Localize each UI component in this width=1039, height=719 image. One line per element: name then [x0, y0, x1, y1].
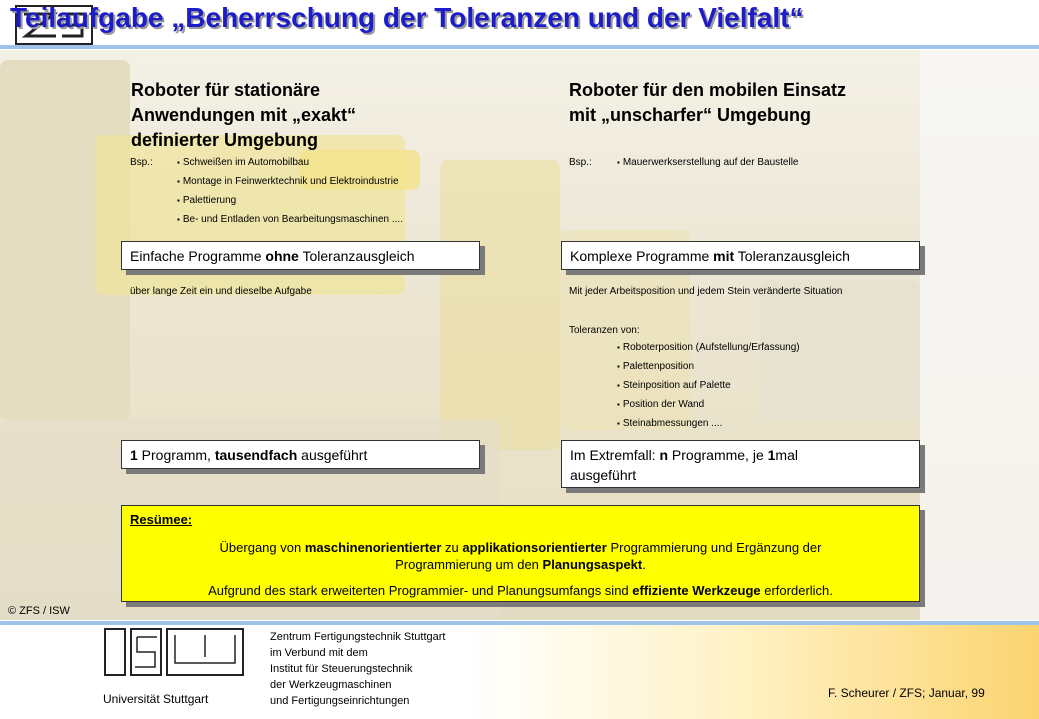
left-program-box: Einfache Programme ohne Toleranzausgleich [121, 241, 480, 270]
left-heading: Roboter für stationäre Anwendungen mit „exakt“ definierter Umgebung [131, 80, 357, 150]
list-item: ▪ Mauerwerkserstellung auf der Baustelle [617, 153, 799, 172]
isw-logo-icon [103, 627, 245, 677]
left-result-box: 1 Programm, tausendfach ausgeführt [121, 440, 480, 469]
right-bsp-label: Bsp.: [569, 157, 592, 168]
author-date: F. Scheurer / ZFS; Januar, 99 [828, 686, 985, 700]
list-item: ▪ Montage in Feinwerktechnik und Elektroindustrie [177, 172, 403, 191]
summary-box [121, 505, 920, 602]
institute-text: Zentrum Fertigungstechnik Stuttgart im Verbund mit dem Institut für Steuerungstechnik der Werkzeugmaschinen und Fertigungseinrichtungen [270, 631, 446, 707]
list-item: ▪ Position der Wand [617, 395, 800, 414]
left-bsp-label: Bsp.: [130, 157, 153, 168]
summary-line-3: Aufgrund des stark erweiterten Programmier- und Planungsumfangs sind effiziente Werkzeuge erforderlich. [208, 583, 833, 598]
summary-line-1: Übergang von maschinenorientierter zu applikationsorientierter Programmierung und Ergänzung der [219, 540, 822, 555]
right-tolerance-list [617, 338, 800, 433]
left-examples [177, 153, 403, 229]
university-name: Universität Stuttgart [103, 692, 209, 706]
right-examples [617, 153, 799, 172]
list-item: ▪ Steinabmessungen .... [617, 414, 800, 433]
left-note: über lange Zeit ein und dieselbe Aufgabe [130, 286, 312, 297]
list-item: ▪ Steinposition auf Palette [617, 376, 800, 395]
copyright: © ZFS / ISW [8, 605, 70, 617]
summary-label: Resümee: [130, 512, 193, 527]
right-heading: Roboter für den mobilen Einsatz mit „unscharfer“ Umgebung [569, 80, 847, 125]
list-item: ▪ Roboterposition (Aufstellung/Erfassung) [617, 338, 800, 357]
right-program-box: Komplexe Programme mit Toleranzausgleich [561, 241, 920, 270]
top-rule [0, 45, 1039, 49]
list-item: ▪ Palettierung [177, 191, 403, 210]
list-item: ▪ Schweißen im Automobilbau [177, 153, 403, 172]
right-tolerance-label: Toleranzen von: [569, 325, 640, 336]
right-note: Mit jeder Arbeitsposition und jedem Stein veränderte Situation [569, 286, 843, 297]
page-title: Teilaufgabe „Beherrschung der Toleranzen und der Vielfalt“ [10, 2, 804, 33]
summary-line-2: Programmierung um den Planungsaspekt. [395, 557, 646, 572]
right-result-box: Im Extremfall: n Programme, je 1mal ausgeführt [561, 440, 920, 488]
list-item: ▪ Be- und Entladen von Bearbeitungsmaschinen .... [177, 210, 403, 229]
list-item: ▪ Palettenposition [617, 357, 800, 376]
